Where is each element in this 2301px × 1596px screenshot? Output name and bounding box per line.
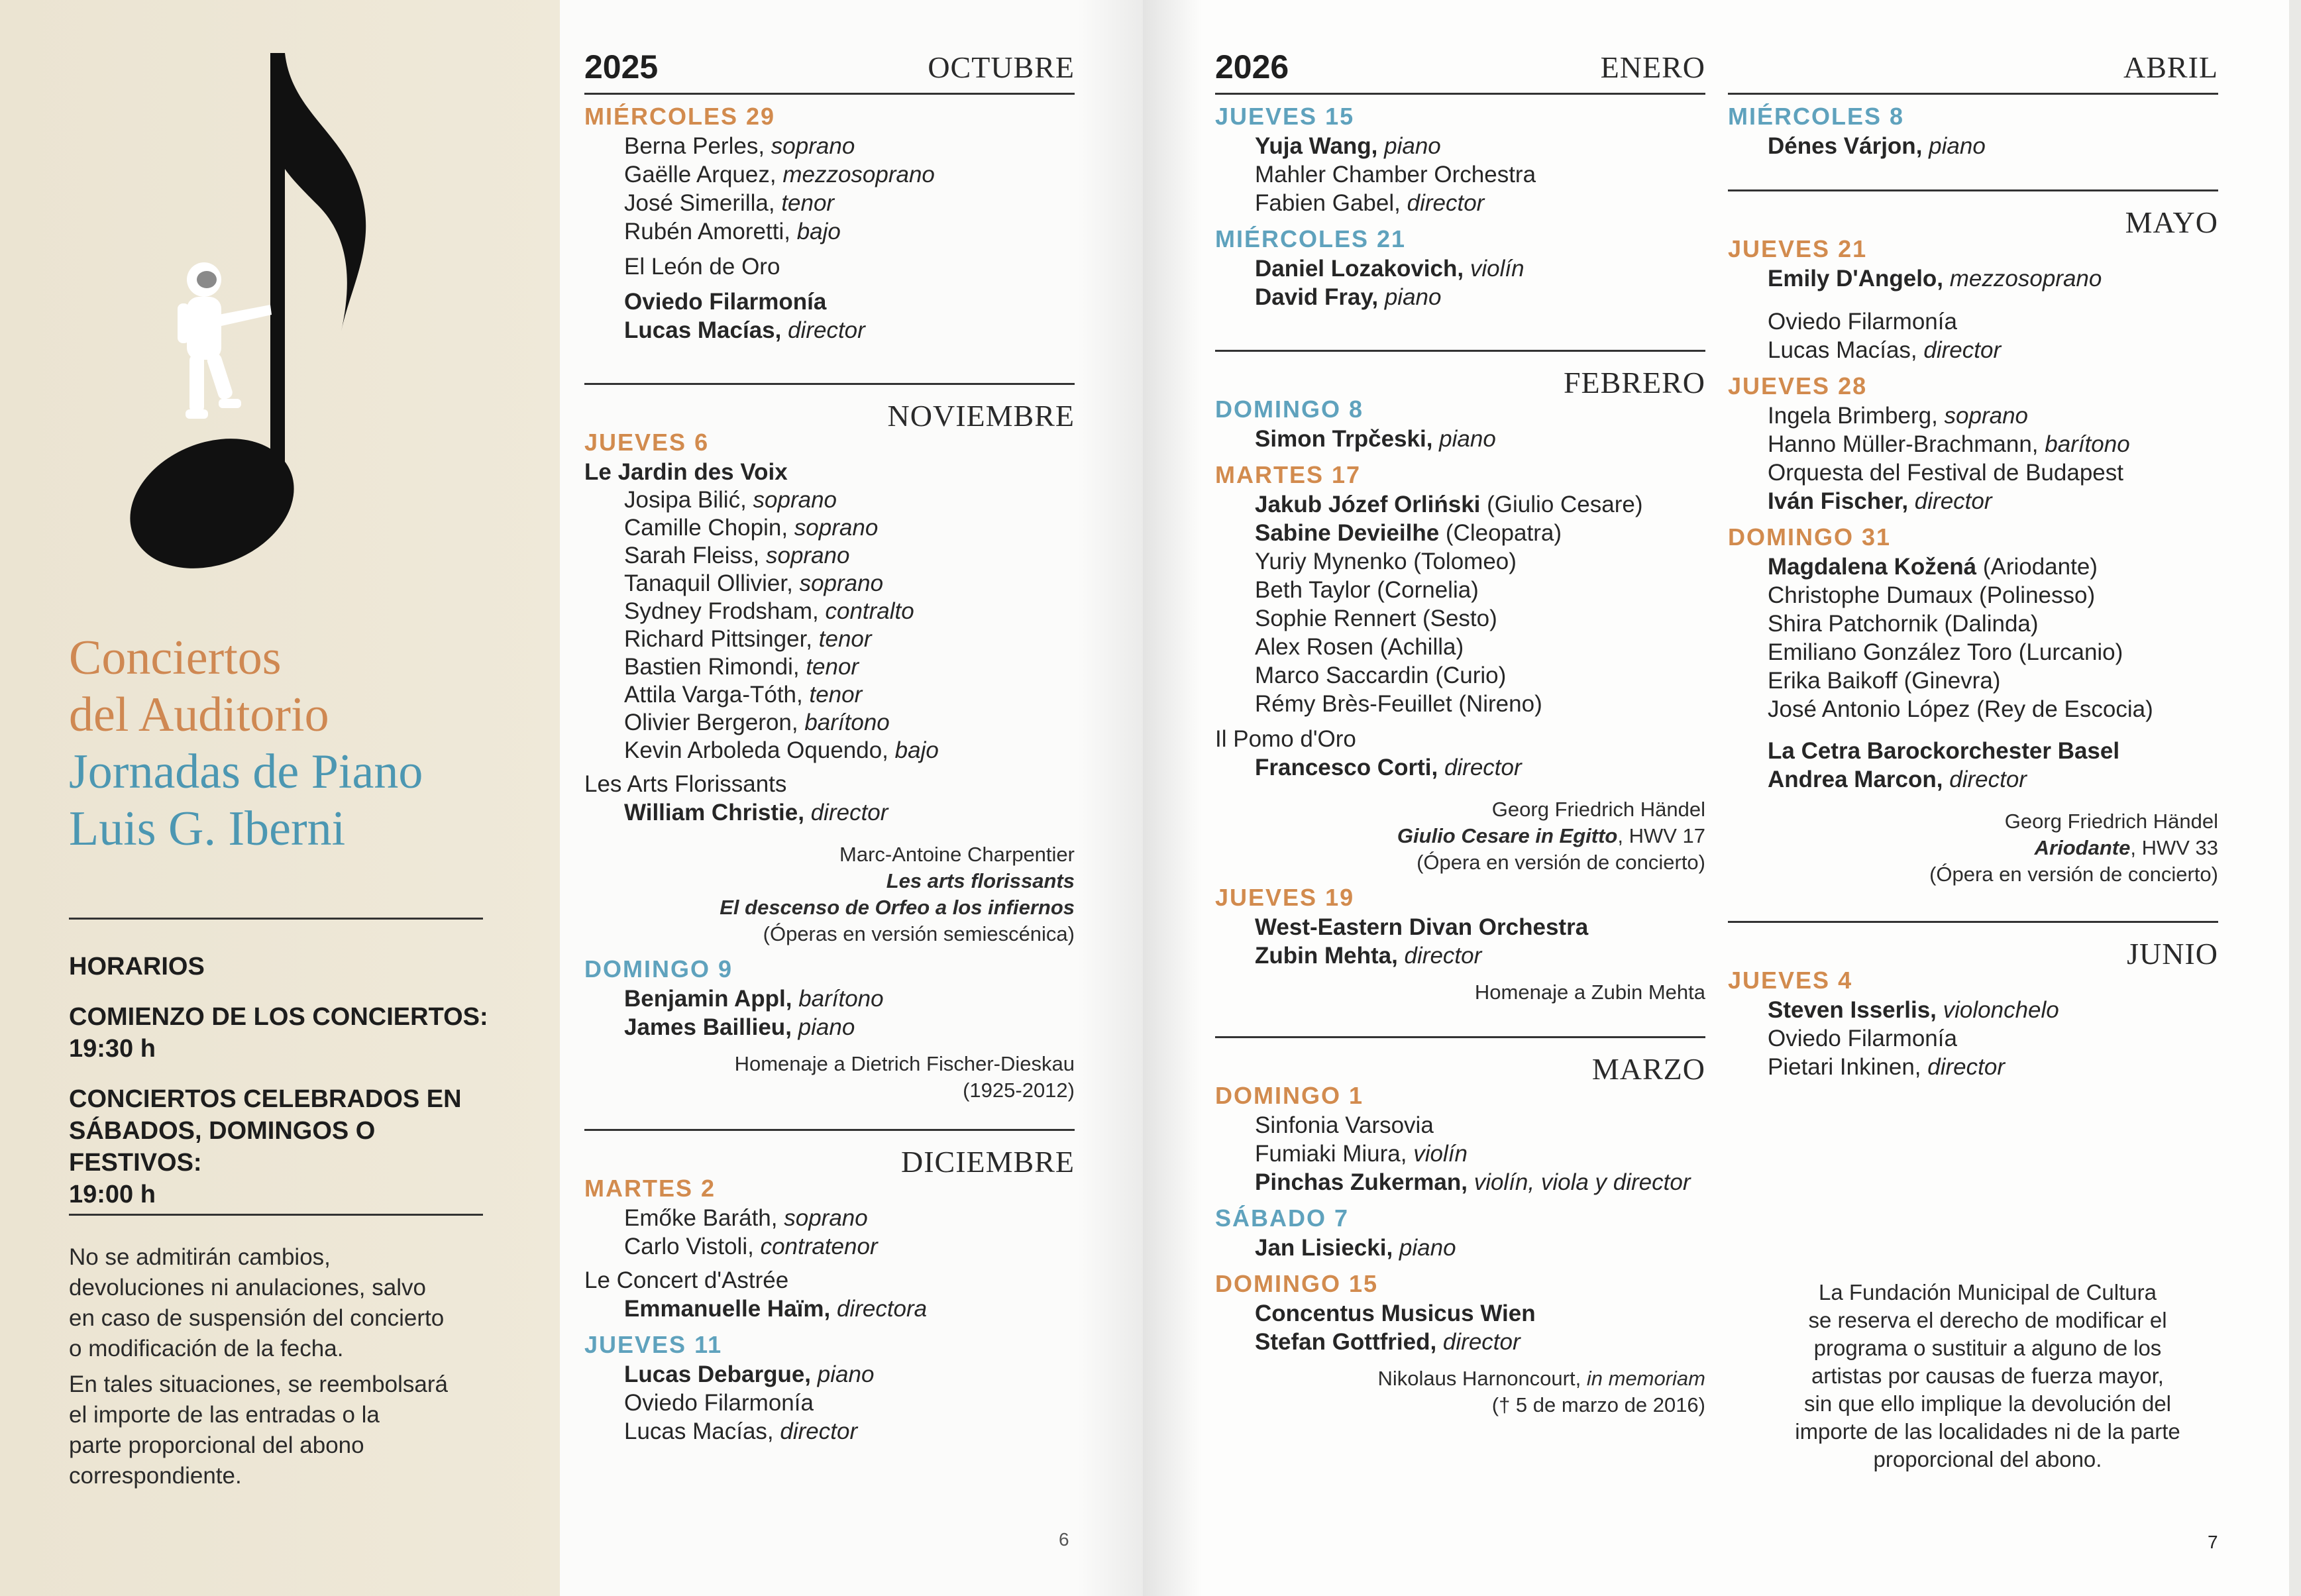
concert-date: MARTES 2	[584, 1175, 716, 1202]
singer-name: Attila Varga-Tóth,	[624, 682, 803, 708]
composer: Marc-Antoine Charpentier	[839, 843, 1075, 866]
performer-name: Carlo Vistoli,	[624, 1234, 754, 1259]
singer	[584, 653, 1075, 681]
conductor-name: Francesco Corti,	[1255, 755, 1438, 780]
footnote-line: proporcional del abono.	[1873, 1447, 2102, 1471]
conductor	[1728, 487, 2218, 515]
conductor	[1215, 1328, 1705, 1356]
notice-line: el importe de las entradas o la	[69, 1402, 380, 1428]
footnote-line: programa o sustituir a alguno de los	[1813, 1336, 2162, 1360]
performer	[1215, 1234, 1705, 1262]
singer-name: Richard Pittsinger,	[624, 626, 813, 652]
conductor	[1728, 1053, 2218, 1081]
cast-member	[1728, 553, 2218, 581]
singer	[584, 598, 1075, 625]
conductor-role: director	[1949, 767, 2027, 792]
performer-name: José Simerilla,	[624, 190, 775, 216]
performer	[584, 132, 1075, 160]
performer	[1215, 254, 1705, 283]
start-label: COMIENZO DE LOS CONCIERTOS:	[69, 1003, 488, 1031]
cast-name: Magdalena Kožená	[1768, 554, 1977, 580]
notice-line: en caso de suspensión del concierto	[69, 1305, 445, 1331]
month-abril: ABRIL	[2123, 50, 2218, 84]
singer-name: Olivier Bergeron,	[624, 710, 798, 735]
singer-role: contralto	[825, 598, 914, 624]
choir: El León de Oro	[624, 254, 780, 280]
performer-role: piano	[1384, 284, 1442, 310]
ensemble: Il Pomo d'Oro	[1215, 726, 1356, 752]
orchestra: Oviedo Filarmonía	[1768, 309, 1957, 335]
ensemble: Le Jardin des Voix	[584, 459, 788, 485]
notice-line: o modificación de la fecha.	[69, 1336, 344, 1361]
cast-role: (Tolomeo)	[1413, 549, 1517, 574]
conductor-role: director	[810, 800, 888, 825]
concert-date: JUEVES 4	[1728, 967, 1853, 994]
conductor-role: director	[1923, 337, 2002, 363]
divider	[584, 383, 1075, 385]
performer-name: Lucas Debargue,	[624, 1361, 812, 1387]
concert-date: JUEVES 15	[1215, 103, 1355, 130]
performer	[584, 1013, 1075, 1041]
performer-role: barítono	[798, 986, 884, 1012]
performer-name: James Baillieu,	[624, 1014, 792, 1040]
performer-name: Benjamin Appl,	[624, 986, 792, 1012]
performer-role: mezzosoprano	[1949, 266, 2102, 292]
note-stem	[270, 53, 285, 517]
singer-name: Josipa Bilić,	[624, 487, 747, 513]
performer	[1215, 1140, 1705, 1168]
performer-name: Hanno Müller-Brachmann,	[1768, 431, 2039, 457]
performer	[1215, 132, 1705, 160]
cast-member	[1215, 604, 1705, 633]
divider	[584, 1129, 1075, 1131]
footnote-line: sin que ello implique la devolución del	[1803, 1391, 2172, 1416]
cast-name: Sabine Devieilhe	[1255, 520, 1440, 546]
cast-name: Jakub Józef Orliński	[1255, 492, 1481, 517]
concert-date: DOMINGO 31	[1728, 523, 1892, 551]
cast-member	[1215, 690, 1705, 718]
performer	[584, 1204, 1075, 1232]
cast-member	[1215, 633, 1705, 661]
month-enero: ENERO	[1600, 50, 1705, 84]
cast-name: Beth Taylor	[1255, 577, 1371, 603]
cast-role: (Lurcanio)	[2018, 639, 2123, 665]
singer	[584, 542, 1075, 570]
subtitle-line: Luis G. Iberni	[69, 802, 346, 856]
performer-role: violín	[1413, 1141, 1468, 1167]
ensemble: La Cetra Barockorchester Basel	[1768, 738, 2120, 764]
concert-date: JUEVES 21	[1728, 235, 1868, 262]
conductor-role: director	[1444, 755, 1522, 780]
performance-format: (Óperas en versión semiescénica)	[763, 922, 1075, 945]
performer-role: soprano	[771, 133, 855, 159]
page-number: 7	[2208, 1532, 2218, 1552]
cast-role: (Curio)	[1435, 663, 1507, 688]
orchestra: Oviedo Filarmonía	[1768, 1026, 1957, 1051]
weekend-label: CONCIERTOS CELEBRADOS EN	[69, 1085, 462, 1113]
conductor	[1728, 336, 2218, 364]
footnote-line: importe de las localidades ni de la parte	[1795, 1419, 2180, 1444]
singer-role: soprano	[799, 570, 884, 596]
orchestra: Orquesta del Festival de Budapest	[1768, 460, 2123, 486]
schedule-info	[69, 951, 493, 1229]
singer-role: bajo	[894, 737, 939, 763]
work-title: Ariodante	[2034, 836, 2131, 859]
performer	[1728, 430, 2218, 458]
cast-role: (Ginevra)	[1903, 668, 2001, 694]
orchestra: Oviedo Filarmonía	[624, 289, 827, 315]
column-header	[1215, 46, 1705, 95]
singer-role: tenor	[806, 654, 859, 680]
astronaut-on-music-note-icon	[60, 53, 378, 570]
conductor	[584, 316, 1075, 345]
notice-line: En tales situaciones, se reembolsará	[69, 1371, 448, 1397]
performer-name: Daniel Lozakovich,	[1255, 256, 1464, 282]
divider	[1728, 189, 2218, 191]
performer-role: tenor	[781, 190, 835, 216]
performer	[1215, 425, 1705, 453]
singer	[584, 681, 1075, 709]
notice-line: No se admitirán cambios,	[69, 1244, 331, 1270]
performer	[1728, 401, 2218, 430]
conductor	[584, 1417, 1075, 1446]
cast-name: Yuriy Mynenko	[1255, 549, 1407, 574]
concert-date: MIÉRCOLES 21	[1215, 225, 1407, 252]
performer-role: piano	[1399, 1235, 1456, 1261]
performer-name: Rubén Amoretti,	[624, 219, 790, 244]
performer-name: Simon Trpčeski,	[1255, 426, 1433, 452]
horarios-heading: HORARIOS	[69, 953, 205, 981]
cast-member	[1728, 666, 2218, 695]
conductor-role: director	[788, 317, 865, 343]
concert-date: DOMINGO 1	[1215, 1082, 1364, 1109]
composer: Georg Friedrich Händel	[1491, 798, 1705, 821]
singer	[584, 709, 1075, 737]
performer-role: violín, viola y director	[1473, 1169, 1691, 1195]
performer	[584, 217, 1075, 246]
notice-line: parte proporcional del abono	[69, 1432, 364, 1458]
concert-date: JUEVES 19	[1215, 884, 1355, 911]
work-catalog: , HWV 17	[1617, 824, 1705, 847]
cast-member	[1215, 490, 1705, 519]
page-number: 6	[1059, 1529, 1069, 1550]
cast-role: (Sesto)	[1422, 606, 1497, 631]
divider	[1215, 350, 1705, 352]
performer-name: Emőke Baráth,	[624, 1205, 778, 1231]
cast-role: (Polinesso)	[1979, 582, 2096, 608]
composer: Georg Friedrich Händel	[2004, 810, 2218, 833]
conductor-name: Iván Fischer,	[1768, 488, 1909, 514]
performer-name: David Fray,	[1255, 284, 1379, 310]
concert-date: JUEVES 6	[584, 429, 710, 456]
cast-name: Sophie Rennert	[1255, 606, 1417, 631]
concert-date: DOMINGO 15	[1215, 1270, 1379, 1297]
performer-name: Yuja Wang,	[1255, 133, 1378, 159]
conductor-name: Emmanuelle Haïm,	[624, 1296, 831, 1322]
performer-name: Pinchas Zukerman,	[1255, 1169, 1468, 1195]
astronaut	[178, 262, 272, 419]
performer-name: Dénes Várjon,	[1768, 133, 1923, 159]
program	[584, 1051, 1075, 1104]
subtitle-line: Jornadas de Piano	[69, 745, 423, 799]
weekend-value: 19:00 h	[69, 1181, 156, 1208]
conductor-name: Fabien Gabel,	[1255, 190, 1401, 216]
cast-member	[1728, 610, 2218, 638]
program	[1728, 808, 2218, 888]
title-line: del Auditorio	[69, 688, 329, 742]
conductor-name: Stefan Gottfried,	[1255, 1329, 1437, 1355]
performance-format: (Ópera en versión de concierto)	[1929, 863, 2218, 886]
column-header	[1728, 46, 2218, 95]
homage: Homenaje a Zubin Mehta	[1474, 981, 1705, 1004]
performer	[584, 1232, 1075, 1261]
title-line: Conciertos	[69, 631, 282, 685]
performer-name: Jan Lisiecki,	[1255, 1235, 1393, 1261]
month-marzo: MARZO	[1591, 1052, 1705, 1086]
ensemble: Les Arts Florissants	[584, 771, 787, 797]
footnote-line: La Fundación Municipal de Cultura	[1819, 1280, 2157, 1304]
singer	[584, 514, 1075, 542]
singer-name: Sydney Frodsham,	[624, 598, 819, 624]
performer	[1728, 996, 2218, 1024]
work-title: Les arts florissants	[886, 869, 1075, 892]
cast-role: (Ariodante)	[1982, 554, 2098, 580]
singer-name: Camille Chopin,	[624, 515, 788, 541]
performance-format: (Ópera en versión de concierto)	[1417, 851, 1705, 874]
divider	[1215, 1036, 1705, 1038]
conductor-name: Lucas Macías,	[1768, 337, 1917, 363]
conductor-role: director	[1404, 943, 1482, 969]
start-time	[69, 1001, 493, 1065]
performer-role: violín	[1470, 256, 1525, 282]
divider	[69, 1214, 483, 1216]
cycle-title	[69, 629, 546, 857]
cast-name: José Antonio López	[1768, 696, 1970, 722]
start-value: 19:30 h	[69, 1035, 156, 1063]
singer-role: barítono	[804, 710, 890, 735]
concert-date: JUEVES 11	[584, 1331, 723, 1358]
cast-name: Christophe Dumaux	[1768, 582, 1973, 608]
homage: Homenaje a Dietrich Fischer-Dieskau	[734, 1052, 1075, 1075]
singer-name: Sarah Fleiss,	[624, 543, 760, 568]
notice-line: devoluciones ni anulaciones, salvo	[69, 1275, 426, 1301]
performer	[1728, 132, 2218, 160]
cast-member	[1728, 695, 2218, 723]
notice-line: correspondiente.	[69, 1463, 242, 1489]
gutter-shadow	[1077, 0, 1150, 1596]
conductor-role: director	[1914, 488, 1992, 514]
memoriam-label: in memoriam	[1586, 1367, 1705, 1390]
conductor-role: director	[1442, 1329, 1521, 1355]
conductor-role: director	[780, 1418, 858, 1444]
concert-date: DOMINGO 8	[1215, 396, 1364, 423]
memoriam	[1215, 1365, 1705, 1418]
singer-name: Kevin Arboleda Oquendo,	[624, 737, 888, 763]
page-edge	[2289, 0, 2301, 1596]
performer	[1215, 1168, 1705, 1197]
singer-role: soprano	[753, 487, 837, 513]
ensemble: Concentus Musicus Wien	[1255, 1301, 1536, 1326]
cast-member	[1728, 581, 2218, 610]
concert-date: DOMINGO 9	[584, 955, 733, 983]
program	[1215, 796, 1705, 876]
conductor	[1215, 753, 1705, 782]
performer-role: piano	[1929, 133, 1986, 159]
cast-name: Erika Baikoff	[1768, 668, 1898, 694]
performer-name: Ingela Brimberg,	[1768, 403, 1938, 429]
ensemble: Le Concert d'Astrée	[584, 1267, 789, 1293]
work-title: Giulio Cesare in Egitto	[1397, 824, 1618, 847]
cast-member	[1728, 638, 2218, 666]
cast-member	[1215, 576, 1705, 604]
column-2026	[1215, 46, 1705, 1418]
divider	[1728, 921, 2218, 923]
cast-name: Alex Rosen	[1255, 634, 1373, 660]
performer	[584, 1360, 1075, 1389]
performer-name: Berna Perles,	[624, 133, 765, 159]
performer-name: Emily D'Angelo,	[1768, 266, 1944, 292]
performer-role: mezzosoprano	[782, 162, 935, 187]
column-header	[584, 46, 1075, 95]
performer-role: barítono	[2045, 431, 2130, 457]
cast-role: (Rey de Escocia)	[1976, 696, 2153, 722]
cast-role: (Giulio Cesare)	[1487, 492, 1643, 517]
note-flag	[285, 53, 366, 331]
column-2026-b	[1728, 46, 2218, 1081]
performer-role: contratenor	[760, 1234, 878, 1259]
singer	[584, 737, 1075, 765]
cast-member	[1215, 661, 1705, 690]
memoriam-name: Nikolaus Harnoncourt,	[1377, 1367, 1581, 1390]
conductor-name: Lucas Macías,	[624, 317, 782, 343]
orchestra: Mahler Chamber Orchestra	[1255, 162, 1536, 187]
month-mayo: MAYO	[2125, 205, 2218, 239]
cast-role: (Cleopatra)	[1445, 520, 1562, 546]
conductor	[1215, 941, 1705, 970]
singer	[584, 486, 1075, 514]
disclaimer-footnote	[1736, 1279, 2239, 1473]
performer-name: Fumiaki Miura,	[1255, 1141, 1407, 1167]
footnote-line: se reserva el derecho de modificar el	[1808, 1308, 2167, 1332]
performer	[584, 189, 1075, 217]
performer	[1728, 264, 2218, 293]
cast-role: (Nireno)	[1458, 691, 1542, 717]
cast-member	[1215, 519, 1705, 547]
conductor-name: Pietari Inkinen,	[1768, 1054, 1921, 1080]
cast-name: Emiliano González Toro	[1768, 639, 2012, 665]
performer-role: bajo	[796, 219, 841, 244]
conductor	[1728, 765, 2218, 794]
conductor	[584, 1295, 1075, 1323]
performer	[584, 160, 1075, 189]
conductor-name: Zubin Mehta,	[1255, 943, 1398, 969]
performer-role: piano	[798, 1014, 855, 1040]
cast-member	[1215, 547, 1705, 576]
performer-name: Gaëlle Arquez,	[624, 162, 776, 187]
program	[584, 841, 1075, 947]
conductor	[584, 798, 1075, 827]
cast-name: Marco Saccardin	[1255, 663, 1429, 688]
homage-years: (1925-2012)	[963, 1079, 1075, 1102]
singer-role: soprano	[765, 543, 850, 568]
singer-name: Bastien Rimondi,	[624, 654, 800, 680]
conductor-role: director	[1407, 190, 1485, 216]
conductor-role: director	[1927, 1054, 2005, 1080]
conductor-role: directora	[836, 1296, 928, 1322]
concert-date: SÁBADO 7	[1215, 1204, 1350, 1232]
orchestra: West-Eastern Divan Orchestra	[1255, 914, 1589, 940]
refund-notice	[69, 1242, 493, 1497]
singer-role: tenor	[818, 626, 872, 652]
performer-role: piano	[1384, 133, 1441, 159]
divider	[69, 918, 483, 920]
work-catalog: , HWV 33	[2130, 836, 2218, 859]
year-label: 2025	[584, 48, 659, 85]
memoriam-date: († 5 de marzo de 2016)	[1491, 1393, 1705, 1416]
concert-date: MARTES 17	[1215, 461, 1362, 488]
gutter-shadow-right	[1143, 0, 1203, 1596]
performer-name: Steven Isserlis,	[1768, 997, 1937, 1023]
column-2025	[584, 46, 1075, 1446]
cast-name: Rémy Brès-Feuillet	[1255, 691, 1452, 717]
singer-role: soprano	[794, 515, 879, 541]
performer-role: violonchelo	[1943, 997, 2059, 1023]
month-noviembre: NOVIEMBRE	[887, 399, 1075, 433]
month-diciembre: DICIEMBRE	[901, 1145, 1075, 1179]
singer-role: tenor	[809, 682, 863, 708]
work-title: El descenso de Orfeo a los infiernos	[720, 896, 1075, 919]
orchestra: Sinfonia Varsovia	[1255, 1112, 1434, 1138]
singer-name: Tanaquil Ollivier,	[624, 570, 793, 596]
year-label: 2026	[1215, 48, 1289, 85]
weekend-label: SÁBADOS, DOMINGOS O FESTIVOS:	[69, 1117, 376, 1177]
performer-role: piano	[1439, 426, 1496, 452]
conductor	[1215, 189, 1705, 217]
singer	[584, 625, 1075, 653]
month-febrero: FEBRERO	[1563, 366, 1705, 399]
cast-role: (Cornelia)	[1377, 577, 1479, 603]
cast-name: Shira Patchornik	[1768, 611, 1938, 637]
weekend-time	[69, 1083, 493, 1210]
singer	[584, 570, 1075, 598]
performer	[1215, 283, 1705, 311]
orchestra: Oviedo Filarmonía	[624, 1390, 814, 1416]
conductor-name: William Christie,	[624, 800, 804, 825]
performer-role: soprano	[1944, 403, 2029, 429]
conductor-name: Lucas Macías,	[624, 1418, 774, 1444]
month-junio: JUNIO	[2127, 937, 2218, 971]
concert-date: JUEVES 28	[1728, 372, 1868, 399]
performer	[584, 984, 1075, 1013]
cast-role: (Achilla)	[1379, 634, 1464, 660]
month-octubre: OCTUBRE	[928, 50, 1075, 84]
performer-role: soprano	[784, 1205, 868, 1231]
concert-date: MIÉRCOLES 8	[1728, 103, 1905, 130]
conductor-name: Andrea Marcon,	[1768, 767, 1943, 792]
footnote-line: artistas por causas de fuerza mayor,	[1811, 1363, 2164, 1388]
cast-role: (Dalinda)	[1944, 611, 2039, 637]
performer-role: piano	[817, 1361, 875, 1387]
concert-date: MIÉRCOLES 29	[584, 103, 776, 130]
